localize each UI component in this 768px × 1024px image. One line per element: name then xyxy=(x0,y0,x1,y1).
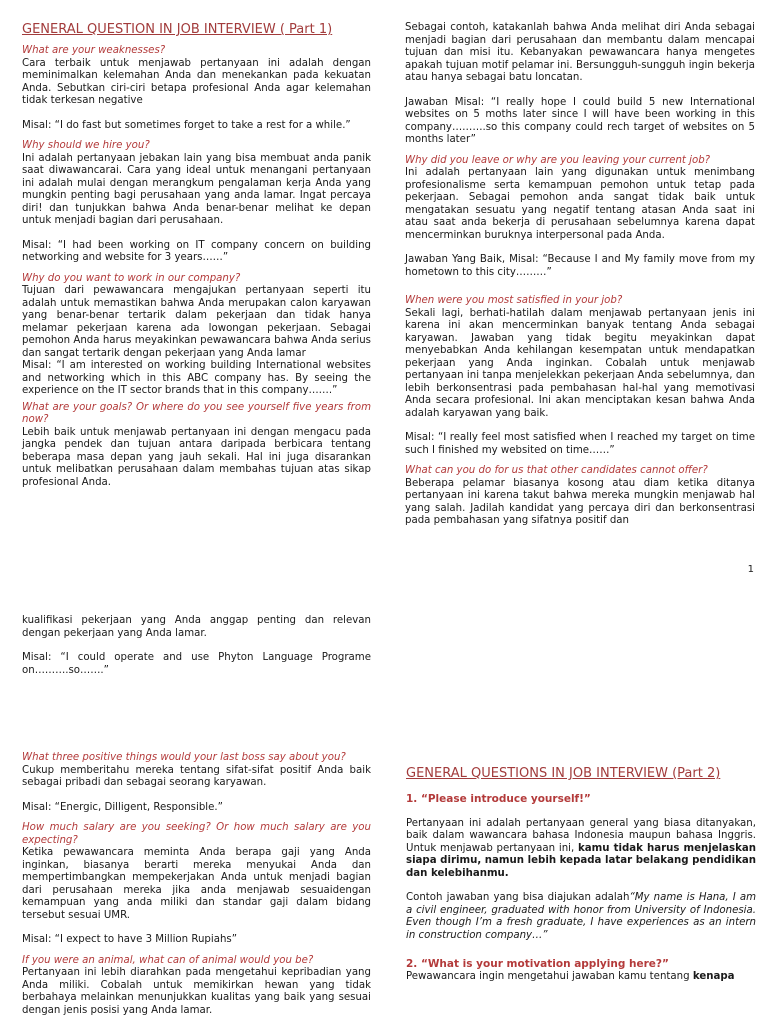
answer-other-candidates-continued: kualifikasi pekerjaan yang Anda anggap penting dan relevan dengan pekerjaan yang Anda lamar. xyxy=(22,615,371,639)
question-introduce-yourself: 1. “Please introduce yourself!” xyxy=(406,793,591,805)
example-introduce-yourself xyxy=(406,892,756,942)
answer-introduce-yourself xyxy=(406,818,756,881)
question-last-boss: What three positive things would your last boss say about you? xyxy=(22,752,346,763)
question-work-company: Why do you want to work in our company? xyxy=(22,272,241,284)
question-weaknesses: What are your weaknesses? xyxy=(22,45,166,56)
example-work-company: Misal: “I am interested on working building International websites and networking which in this ABC company has. By seeing the experience on the IT sector brands that in this company…….” xyxy=(22,360,371,396)
example-goals: Jawaban Misal: “I really hope I could build 5 new International websites on 5 moths later since I will have been working in this company……….so this company could rech target of websites on 5 months later” xyxy=(405,96,755,145)
page2-left-column xyxy=(22,615,371,677)
question-animal: If you were an animal, what can of animal would you be? xyxy=(22,954,314,966)
question-satisfied: When were you most satisfied in your job? xyxy=(405,295,623,306)
question-goals: What are your goals? Or where do you see yourself five years from now? xyxy=(22,401,371,425)
answer-weaknesses: Cara terbaik untuk menjawab pertanyaan ini adalah dengan meminimalkan kelemahan Anda dan menekankan pada kekuatan Anda. Sebutkan ciri-ciri betapa profesional Anda agar kelemahan tidak terkesan negative xyxy=(22,57,371,106)
page-number: 1 xyxy=(747,564,754,575)
question-leave-job: Why did you leave or why are you leaving your current job? xyxy=(405,154,711,166)
answer-hire-you: Ini adalah pertanyaan jebakan lain yang bisa membuat anda panik saat diwawancarai. Cara yang ideal untuk menangani pertanyaan ini adalah mulai dengan merangkum pengalaman kerja Anda yang mungkin penting bagi perusahaan yang anda lamar. Ingat percaya diri! dan tunjukkan bahwa Anda benar-benar melihat ke depan untuk menjadi bagian dari perusahaan. xyxy=(22,152,371,226)
question-motivation: 2. “What is your motivation applying here?” xyxy=(406,958,669,970)
answer-animal: Pertanyaan ini lebih diarahkan pada mengetahui kepribadian yang Anda miliki. Cobalah untuk memikirkan hewan yang tidak berbahaya melainkan menunjukkan kualitas yang baik yang sesuai dengan jenis posisi yang Anda lamar. xyxy=(22,967,371,1016)
example-salary: Misal: “I expect to have 3 Million Rupiahs” xyxy=(22,934,237,945)
example-last-boss: Misal: “Energic, Dilligent, Responsible.” xyxy=(22,801,223,813)
answer-work-company: Tujuan dari pewawancara mengajukan pertanyaan seperti itu adalah untuk memastikan bahwa Anda merupakan calon karyawan yang benar-benar tertarik dalam pekerjaan dan tidak hanya melamar pekerjaan karena ada lowongan pekerjaan. Sebagai pemohon Anda harus meyakinkan pewawancara bahwa Anda serius dan sangat tertarik dengan pekerjaan yang Anda lamar xyxy=(22,285,371,359)
answer-introduce-text: Pertanyaan ini adalah pertanyaan general yang biasa ditanyakan, baik dalam wawancara bahasa Indonesia maupun bahasa Inggris. Untuk menjawab pertanyaan ini, xyxy=(406,817,756,854)
example-weaknesses: Misal: “I do fast but sometimes forget to take a rest for a while.” xyxy=(22,119,351,131)
example-introduce-italic: “My name is Hana, I am a civil engineer, graduated with honor from University of Indonesia. Even though I’m a fresh graduate, I have experiences as an intern in construction company…” xyxy=(406,892,756,941)
answer-goals-continued: Sebagai contoh, katakanlah bahwa Anda melihat diri Anda sebagai menjadi bagian dari perusahaan dan membantu dalam mencapai tujuan dan misi itu. Kebanyakan pewawancara hanya mengetes apakah tujuan motif pelamar ini. Bersungguh-sungguh ingin bekerja atau hanya sebagai batu loncatan. xyxy=(405,22,755,83)
example-introduce-text: Contoh jawaban yang bisa diajukan adalah xyxy=(406,892,630,903)
question-hire-you: Why should we hire you? xyxy=(22,140,150,151)
answer-motivation-bold: kenapa xyxy=(692,970,735,982)
part1-title: GENERAL QUESTION IN JOB INTERVIEW ( Part 1) xyxy=(22,22,333,37)
answer-goals: Lebih baik untuk menjawab pertanyaan ini dengan mengacu pada jangka pendek dan tujuan antara daripada berbicara tentang beberapa masa depan yang jauh sekali. Hal ini juga disarankan untuk melibatkan perusahaan dalam membahas tujuan atas sikap profesional Anda. xyxy=(22,426,371,488)
answer-introduce-bold: kamu tidak harus menjelaskan siapa dirimu, namun lebih kepada latar belakang pendidikan dan kelebihanmu. xyxy=(406,842,756,879)
answer-motivation-text: Pewawancara ingin mengetahui jawaban kamu tentang xyxy=(406,970,693,982)
example-satisfied: Misal: “I really feel most satisfied when I reached my target on time such I finished my websited on time……” xyxy=(405,432,755,456)
question-other-candidates: What can you do for us that other candidates cannot offer? xyxy=(405,465,708,476)
example-hire-you: Misal: “I had been working on IT company concern on building networking and website for 3 years……” xyxy=(22,239,371,263)
page1-right-column xyxy=(405,22,755,528)
part2-title: GENERAL QUESTIONS IN JOB INTERVIEW (Part 2) xyxy=(406,766,721,781)
page2-left-column-lower xyxy=(22,752,371,1017)
answer-last-boss: Cukup memberitahu mereka tentang sifat-sifat positif Anda baik sebagai pribadi dan sebagai seorang karyawan. xyxy=(22,764,371,788)
page2-right-column xyxy=(406,766,756,983)
question-salary: How much salary are you seeking? Or how much salary are you expecting? xyxy=(22,822,371,846)
answer-salary: Ketika pewawancara meminta Anda berapa gaji yang Anda inginkan, biasanya berarti mereka menyukai Anda dan mempertimbangkan mempekerjakan Anda untuk menjadi bagian dari perusahaan mereka jika anda menjawab sesuaidengan kemampuan yang anda miliki dan standar gaji dalam bidang tersebut sesuai UMR. xyxy=(22,847,371,921)
example-other-candidates: Misal: “I could operate and use Phyton Language Programe on……….so…….” xyxy=(22,652,371,676)
answer-other-candidates: Beberapa pelamar biasanya kosong atau diam ketika ditanya pertanyaan ini karena takut bahwa mereka mungkin menjawab hal yang salah. Jadilah kandidat yang percaya diri dan berkonsentrasi pada pembahasan yang sifatnya positif dan xyxy=(405,477,755,526)
page1-left-column xyxy=(22,22,371,489)
answer-leave-job: Ini adalah pertanyaan lain yang digunakan untuk menimbang profesionalisme serta kemampuan pemohon untuk tetap pada pekerjaan. Sebagai pemohon anda sangat tidak baik untuk mengatakan sesuatu yang negatif tentang atasan Anda saat ini atau saat anda bekerja di perusahaan sebelumnya karena dapat mencerminkan buruknya interpersonal pada Anda. xyxy=(405,167,755,241)
example-leave-job: Jawaban Yang Baik, Misal: “Because I and My family move from my hometown to this city………” xyxy=(405,254,755,278)
answer-motivation xyxy=(406,971,756,984)
answer-satisfied: Sekali lagi, berhati-hatilah dalam menjawab pertanyaan jenis ini karena ini akan mencerminkan banyak tentang Anda sebagai karyawan. Jawaban yang tidak begitu meyakinkan dapat menyebabkan Anda kehilangan kesempatan untuk mendapatkan pekerjaan yang Anda inginkan. Cobalah untuk menjawab pertanyaan ini tanpa menjelekkan pekerjaan Anda sebelumnya, dan lebih berkonsentrasi pada pembahasan hal-hal yang memotivasi Anda secara profesional. Ini akan menciptakan kesan bahwa Anda adalah karyawan yang baik. xyxy=(405,307,755,419)
